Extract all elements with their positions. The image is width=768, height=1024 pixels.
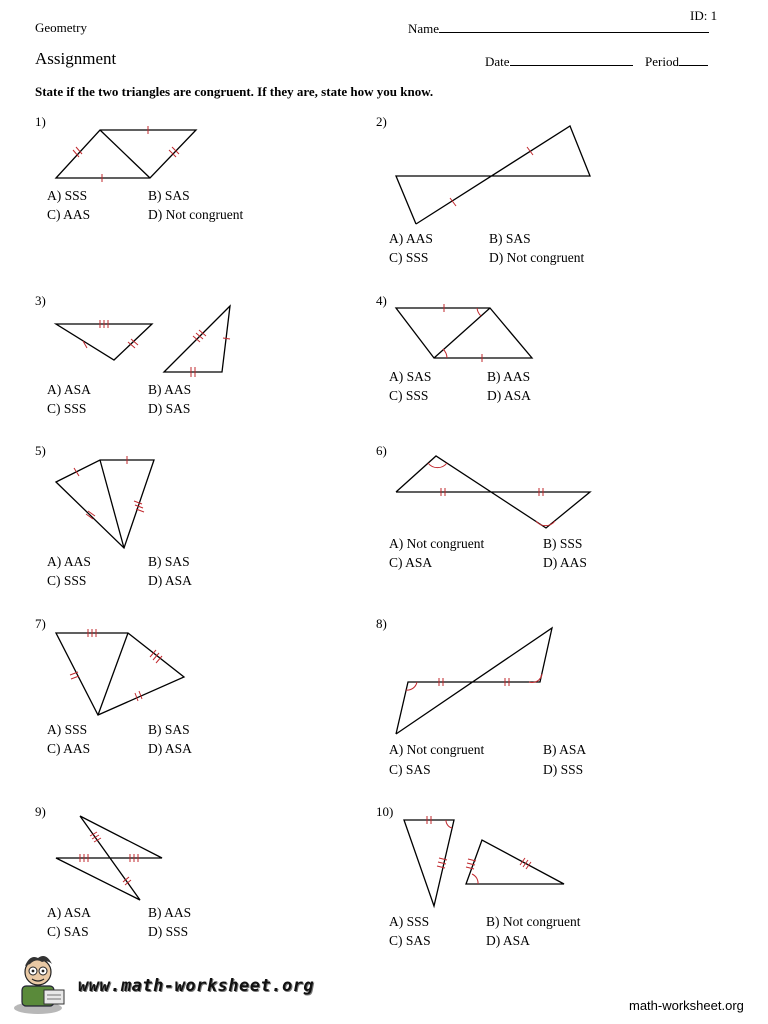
- problem-7-option-c[interactable]: C) AAS: [47, 741, 91, 756]
- problem-7-option-b[interactable]: B) SAS: [148, 722, 190, 737]
- problem-4-figure: [390, 302, 540, 364]
- instructions: State if the two triangles are congruent. If they are, state how you know.: [35, 84, 434, 99]
- problem-6-option-c[interactable]: C) ASA: [389, 555, 433, 570]
- problem-9-option-c[interactable]: C) SAS: [47, 924, 89, 939]
- problem-2-option-d[interactable]: D) Not congruent: [489, 250, 585, 265]
- problem-9-option-b[interactable]: B) AAS: [148, 905, 192, 920]
- problem-8-option-a[interactable]: A) Not congruent: [389, 742, 485, 757]
- problem-5-figure: [50, 454, 162, 554]
- problem-9-number: 9): [35, 804, 46, 819]
- name-field[interactable]: [408, 20, 709, 37]
- problem-1-option-a[interactable]: A) SSS: [47, 188, 88, 203]
- problem-10-option-b[interactable]: B) Not congruent: [486, 914, 581, 929]
- course-label: Geometry: [35, 20, 87, 35]
- problem-8-figure: [390, 622, 558, 738]
- problem-5-option-d[interactable]: D) ASA: [148, 573, 192, 588]
- problem-3-option-b[interactable]: B) AAS: [148, 382, 192, 397]
- problem-8-option-d[interactable]: D) SSS: [543, 762, 584, 777]
- mascot-icon: [8, 950, 70, 1016]
- problem-8-option-b[interactable]: B) ASA: [543, 742, 587, 757]
- problem-3-option-c[interactable]: C) SSS: [47, 401, 87, 416]
- name-label: Name: [408, 21, 440, 36]
- problem-6-number: 6): [376, 443, 387, 458]
- problem-9-figure: [50, 810, 168, 906]
- problem-4-option-c[interactable]: C) SSS: [389, 388, 429, 403]
- worksheet-id: ID: 1: [690, 8, 718, 23]
- period-line: [679, 53, 708, 66]
- problem-5-option-c[interactable]: C) SSS: [47, 573, 87, 588]
- problem-2-option-b[interactable]: B) SAS: [489, 231, 531, 246]
- problem-6-figure: [390, 450, 596, 534]
- problem-4-option-d[interactable]: D) ASA: [487, 388, 531, 403]
- problem-4-option-b[interactable]: B) AAS: [487, 369, 531, 384]
- problem-1-figure: [50, 124, 210, 184]
- problem-6-option-a[interactable]: A) Not congruent: [389, 536, 485, 551]
- problem-7-figure: [50, 627, 190, 721]
- name-line: [439, 20, 709, 33]
- problem-8-option-c[interactable]: C) SAS: [389, 762, 431, 777]
- site-logo-text: www.math-worksheet.org: [78, 976, 315, 996]
- problem-9-option-d[interactable]: D) SSS: [148, 924, 189, 939]
- problem-5-option-a[interactable]: A) AAS: [47, 554, 91, 569]
- problem-10-figure: [398, 814, 568, 910]
- problem-7-option-d[interactable]: D) ASA: [148, 741, 192, 756]
- worksheet-title: Assignment: [35, 49, 117, 68]
- problem-7-number: 7): [35, 616, 46, 631]
- problem-1-option-d[interactable]: D) Not congruent: [148, 207, 244, 222]
- period-field[interactable]: [645, 53, 708, 70]
- problem-8-number: 8): [376, 616, 387, 631]
- date-line: [510, 53, 633, 66]
- problem-7-option-a[interactable]: A) SSS: [47, 722, 88, 737]
- problem-9-option-a[interactable]: A) ASA: [47, 905, 91, 920]
- problem-3-number: 3): [35, 293, 46, 308]
- problem-2-option-c[interactable]: C) SSS: [389, 250, 429, 265]
- problem-10-option-a[interactable]: A) SSS: [389, 914, 430, 929]
- problem-6-option-b[interactable]: B) SSS: [543, 536, 583, 551]
- problem-3-option-a[interactable]: A) ASA: [47, 382, 91, 397]
- problem-2-figure: [390, 120, 600, 232]
- problem-1-number: 1): [35, 114, 46, 129]
- date-field[interactable]: [485, 53, 633, 70]
- problem-6-option-d[interactable]: D) AAS: [543, 555, 587, 570]
- problem-1-option-c[interactable]: C) AAS: [47, 207, 91, 222]
- problem-10-number: 10): [376, 804, 394, 819]
- problem-5-number: 5): [35, 443, 46, 458]
- problem-1-option-b[interactable]: B) SAS: [148, 188, 190, 203]
- problem-4-number: 4): [376, 293, 387, 308]
- problem-3-option-d[interactable]: D) SAS: [148, 401, 191, 416]
- problem-5-option-b[interactable]: B) SAS: [148, 554, 190, 569]
- problem-2-option-a[interactable]: A) AAS: [389, 231, 433, 246]
- problem-10-option-c[interactable]: C) SAS: [389, 933, 431, 948]
- problem-3-figure: [50, 300, 240, 380]
- problem-4-option-a[interactable]: A) SAS: [389, 369, 432, 384]
- problem-2-number: 2): [376, 114, 387, 129]
- problem-10-option-d[interactable]: D) ASA: [486, 933, 530, 948]
- period-label: Period: [645, 54, 679, 69]
- date-label: Date: [485, 54, 510, 69]
- site-url: math-worksheet.org: [629, 998, 744, 1013]
